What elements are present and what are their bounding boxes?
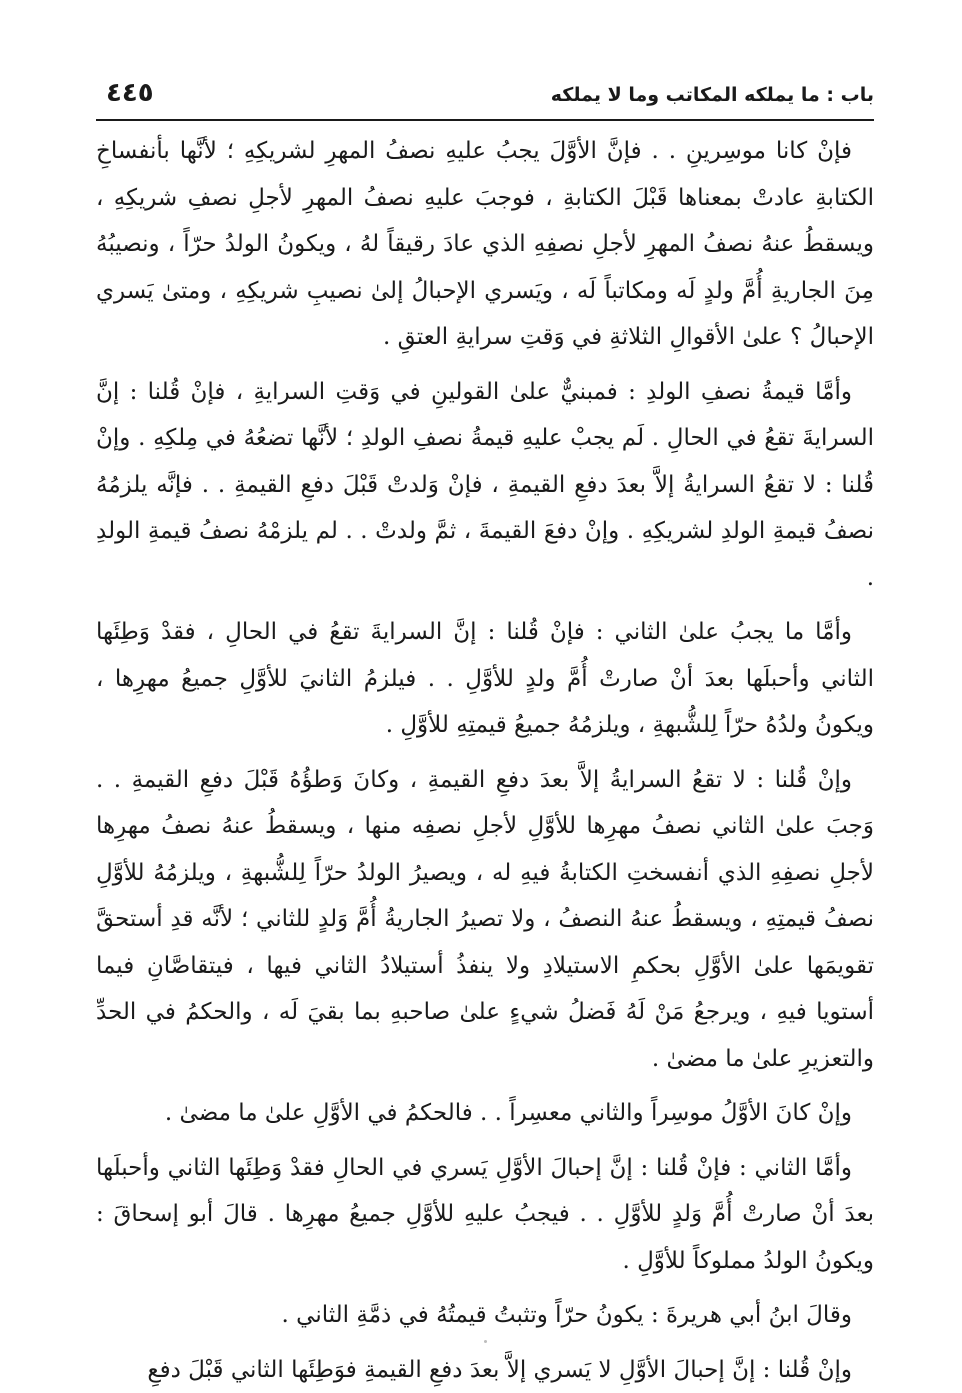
paragraph: وأمَّا الثاني : فإنْ قُلنا : إنَّ إحبالَ الأوَّلِ يَسري في الحالِ فقدْ وَطِئَها الثاني وأحبلَها بعدَ أنْ صارتْ أُمَّ وَلدٍ للأوَّلِ . . فيجبُ عليهِ للأوَّلِ جميعُ مهرِها . قالَ أبو إسحاقَ : ويكونُ الولدُ مملوكاً للأوَّلِ . — [96, 1145, 874, 1285]
paragraph: وأمَّا ما يجبُ علىٰ الثاني : فإنْ قُلنا : إنَّ السرايةَ تقعُ في الحالِ ، فقدْ وَطِئَها الثاني وأحبلَها بعدَ أنْ صارتْ أُمَّ ولدٍ للأوَّلِ . . فيلزمُ الثانيَ للأوَّلِ جميعُ مهرِها ، ويكونُ ولدُهُ حرّاً لِلشُّبهةِ ، ويلزمُهُ جميعُ قيمتِهِ للأوَّلِ . — [96, 609, 874, 749]
main-text — [96, 128, 874, 1393]
paragraph: وإنْ قُلنا : إنَّ إحبالَ الأوَّلِ لا يَسري إلاَّ بعدَ دفعِ القيمةِ فوَطِئَها الثاني قَبْلَ دفعِ — [96, 1347, 874, 1393]
chapter-title: باب : ما يملكه المكاتب وما لا يملكه — [551, 84, 874, 106]
header-divider — [96, 119, 874, 121]
scan-speck — [484, 1340, 487, 1343]
paragraph: فإنْ كانا موسِرينِ . . فإنَّ الأوَّلَ يجبُ عليهِ نصفُ المهرِ لشريكِهِ ؛ لأنَّها بأنفساخِ الكتابةِ عادتْ بمعناها قَبْلَ الكتابةِ ، فوجبَ عليهِ نصفُ المهرِ لأجلِ نصفِ شريكِهِ ، ويسقطُ عنهُ نصفُ المهرِ لأجلِ نصفِهِ الذي عادَ رقيقاً لهُ ، ويكونُ الولدُ حرّاً ، ونصيبُهُ مِنَ الجاريةِ أُمَّ ولدٍ لَه ومكاتباً لَه ، ويَسري الإحبالُ إلىٰ نصيبِ شريكِهِ ، ومتىٰ يَسري الإحبالُ ؟ علىٰ الأقوالِ الثلاثةِ في وَقتِ سرايةِ العتقِ . — [96, 128, 874, 361]
page-number: ٤٤٥ — [106, 78, 154, 108]
paragraph: وإنْ قُلنا : لا تقعُ السرايةُ إلاَّ بعدَ دفعِ القيمةِ ، وكانَ وَطؤُهُ قَبْلَ دفعِ القيمةِ . . وَجبَ علىٰ الثاني نصفُ مهرِها للأوَّلِ لأجلِ نصفِه منها ، ويسقطُ عنهُ نصفُ مهرِها لأجلِ نصفِهِ الذي أنفسختِ الكتابةُ فيهِ له ، ويصيرُ الولدُ حرّاً لِلشُّبهةِ ، ويلزمُهُ للأوَّلِ نصفُ قيمتِهِ ، ويسقطُ عنهُ النصفُ ، ولا تصيرُ الجاريةُ أُمَّ وَلدٍ للثاني ؛ لأنَّه قدِ أستحقَّ تقويمَها علىٰ الأوَّلِ بحكمِ الاستيلادِ ولا ينفذُ أستيلادُ الثاني فيها ، فيتقاصَّانِ فيما أستويا فيهِ ، ويرجعُ مَنْ لَهُ فَضلُ شيءٍ علىٰ صاحبهِ بما بقيَ لَه ، والحكمُ في الحدِّ والتعزيرِ علىٰ ما مضىٰ . — [96, 757, 874, 1083]
paragraph: وإنْ كانَ الأوَّلُ موسِراً والثاني معسِراً . . فالحكمُ في الأوَّلِ علىٰ ما مضىٰ . — [96, 1090, 874, 1137]
page-header — [96, 78, 874, 118]
paragraph: وقالَ ابنُ أبي هريرةَ : يكونُ حرّاً وتثبتُ قيمتُهُ في ذمَّةِ الثاني . — [96, 1292, 874, 1339]
paragraph: وأمَّا قيمةُ نصفِ الولدِ : فمبنيٌّ علىٰ القولينِ في وَقتِ السرايةِ ، فإنْ قُلنا : إنَّ السرايةَ تقعُ في الحالِ . لَم يجبْ عليهِ قيمةُ نصفِ الولدِ ؛ لأنَّها تضعُهُ في مِلكِهِ . وإنْ قُلنا : لا تقعُ السرايةُ إلاَّ بعدَ دفعِ القيمةِ ، فإنْ وَلدتْ قَبْلَ دفعِ القيمةِ . . فإنَّه يلزمُهُ نصفُ قيمةِ الولدِ لشريكِهِ . وإنْ دفعَ القيمةَ ، ثمَّ ولدتْ . . لم يلزمْهُ نصفُ قيمةِ الولدِ . — [96, 369, 874, 602]
